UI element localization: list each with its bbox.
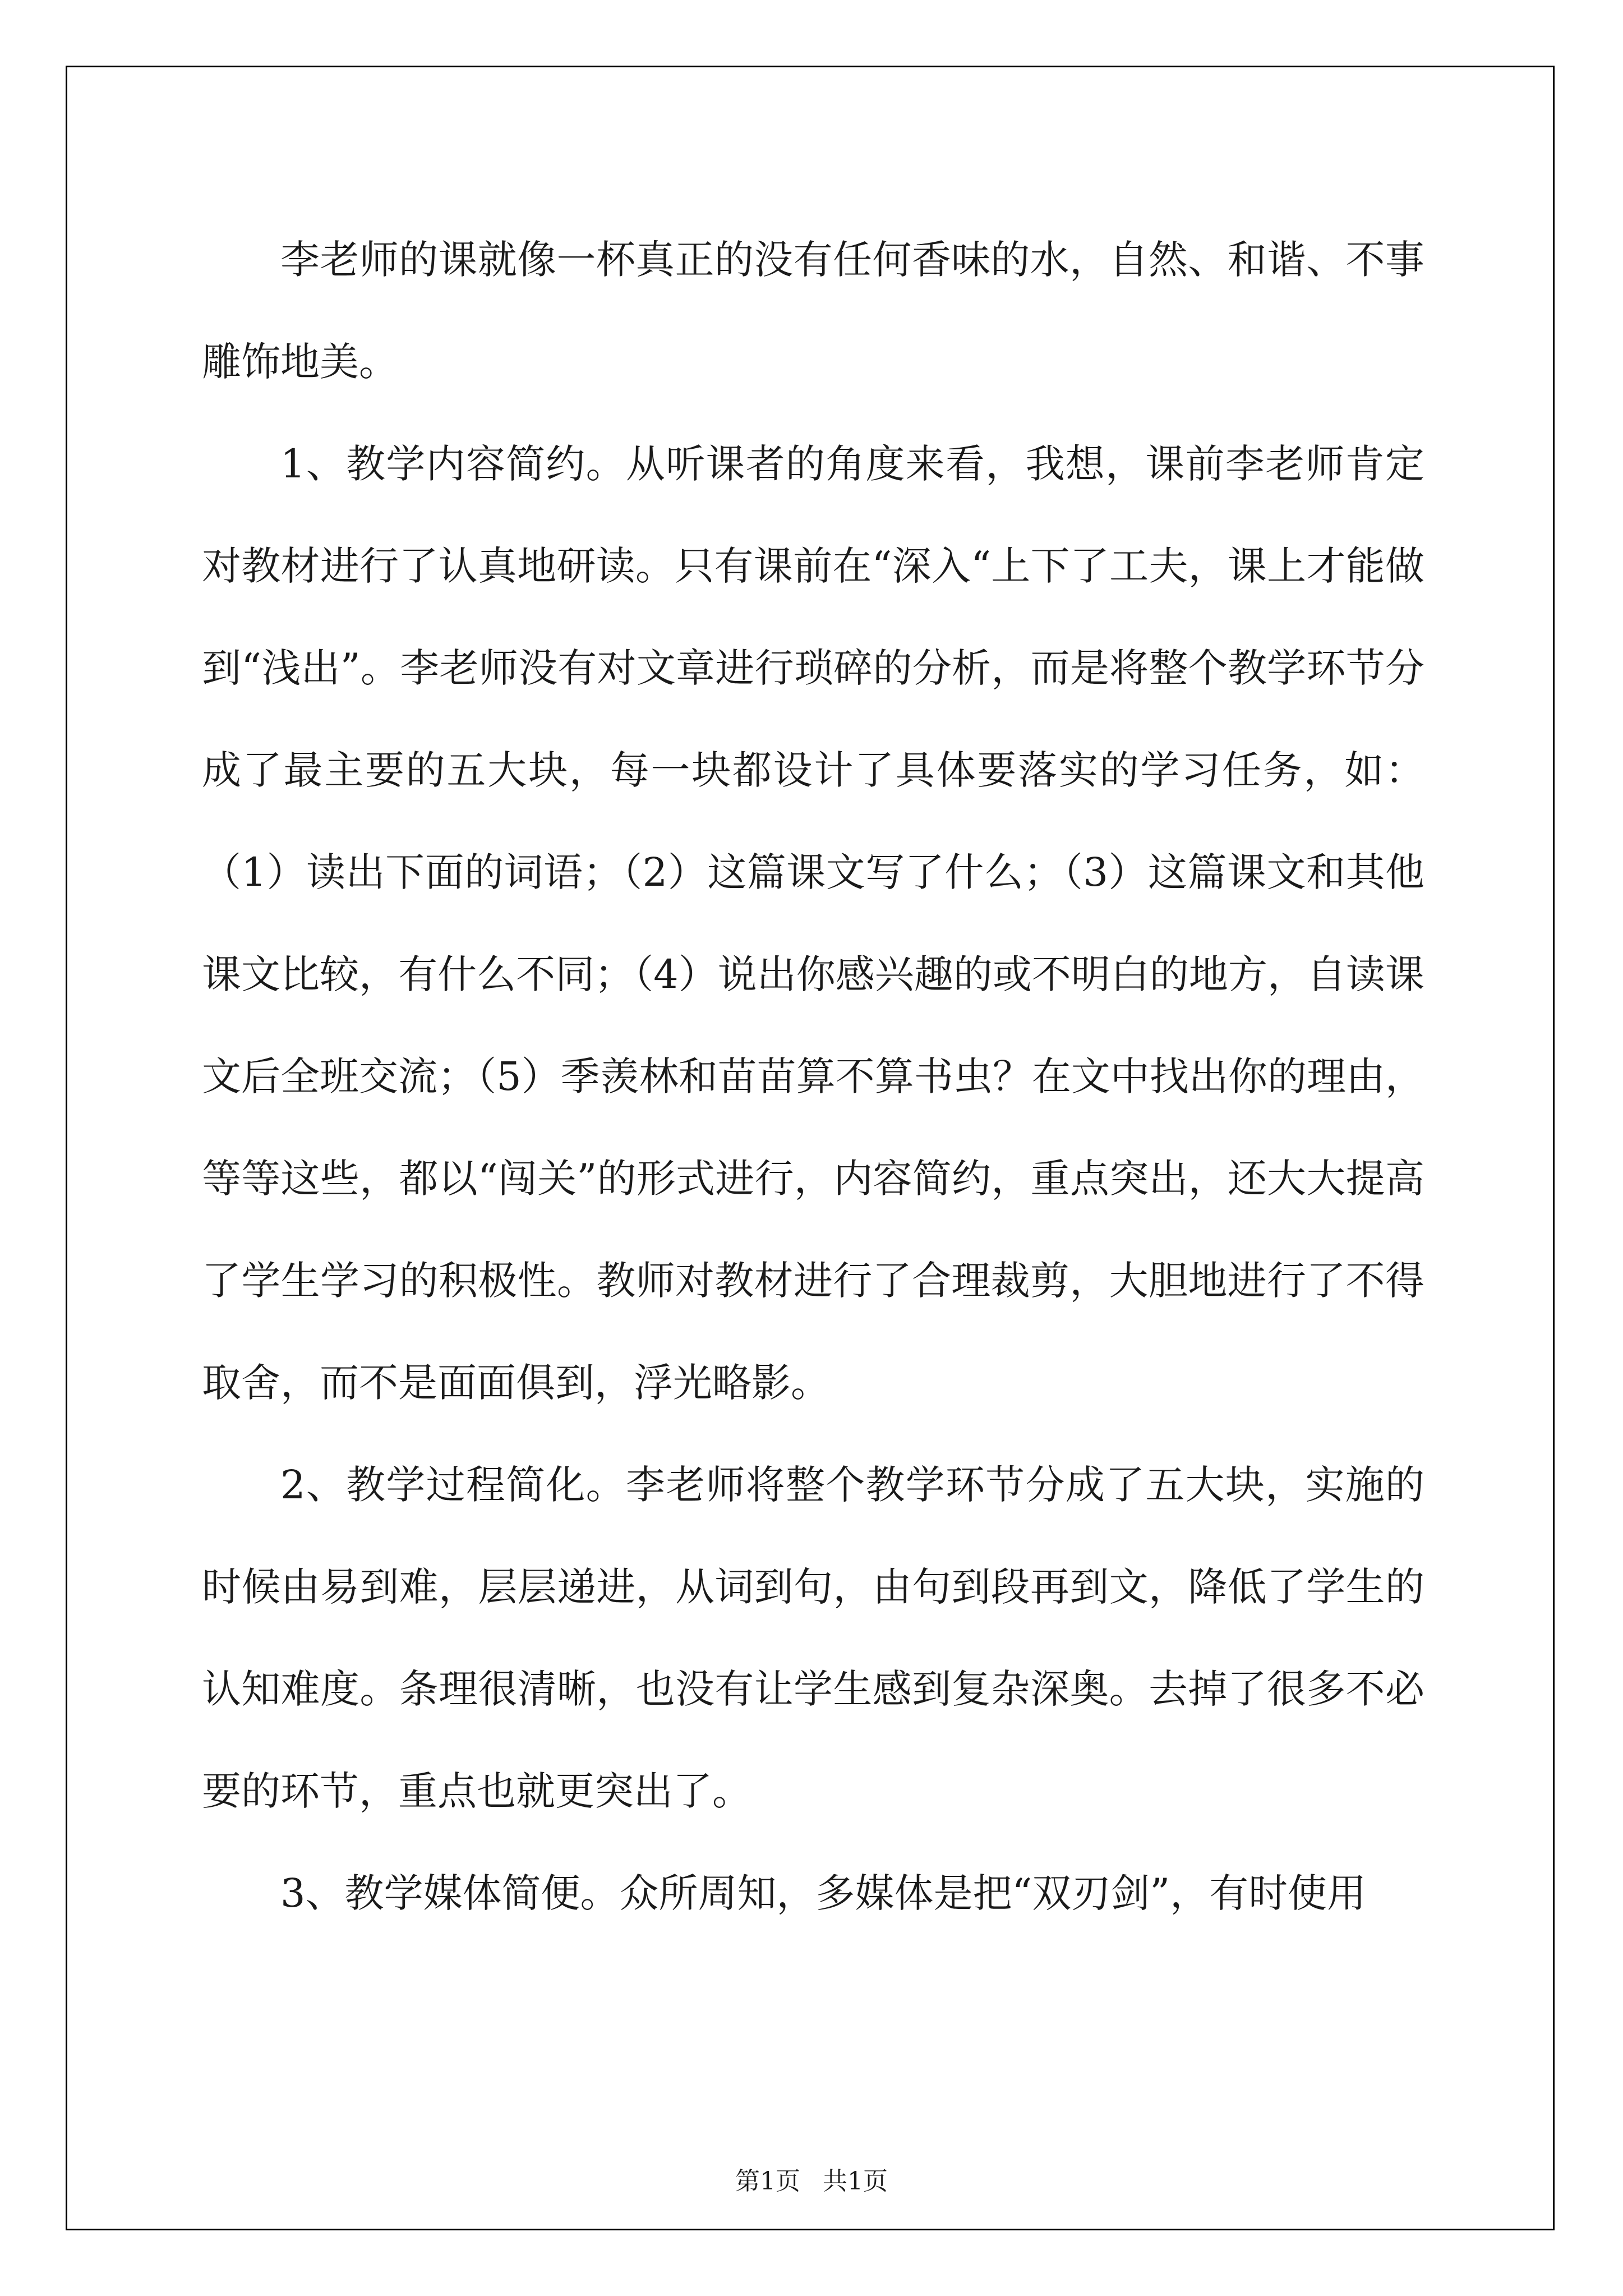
paragraph-intro: 李老师的课就像一杯真正的没有任何香味的水，自然、和谐、不事雕饰地美。: [202, 237, 1424, 385]
page-number: 第1页: [735, 2167, 800, 2196]
page-total: 共1页: [823, 2167, 888, 2196]
paragraph-point-2: 2、教学过程简化。李老师将整个教学环节分成了五大块，实施的时候由易到难，层层递进，从词到句，由句到段再到文，降低了学生的认知难度。条理很清晰，也没有让学生感到复杂深奥。去掉了很多不必要的环节，重点也就更突出了。: [202, 1462, 1424, 1814]
paragraph-point-1: 1、教学内容简约。从听课者的角度来看，我想，课前李老师肯定对教材进行了认真地研读。只有课前在“深入“上下了工夫，课上才能做到“浅出”。李老师没有对文章进行琐碎的分析，而是将整个教学环节分成了最主要的五大块，每一块都设计了具体要落实的学习任务，如：（1）读出下面的词语；（2）这篇课文写了什么；（3）这篇课文和其他课文比较，有什么不同；（4）说出你感兴趣的或不明白的地方，自读课文后全班交流；（5）季羡林和苗苗算不算书虫？在文中找出你的理由，等等这些，都以“闯关”的形式进行，内容简约，重点突出，还大大提高了学生学习的积极性。教师对教材进行了合理裁剪，大胆地进行了不得取舍，而不是面面俱到，浮光略影。: [202, 441, 1424, 1406]
page-footer: [0, 2161, 1623, 2197]
document-body: [202, 209, 1424, 1944]
paragraph-point-3: 3、教学媒体简便。众所周知，多媒体是把“双刃剑”，有时使用: [280, 1870, 1367, 1916]
